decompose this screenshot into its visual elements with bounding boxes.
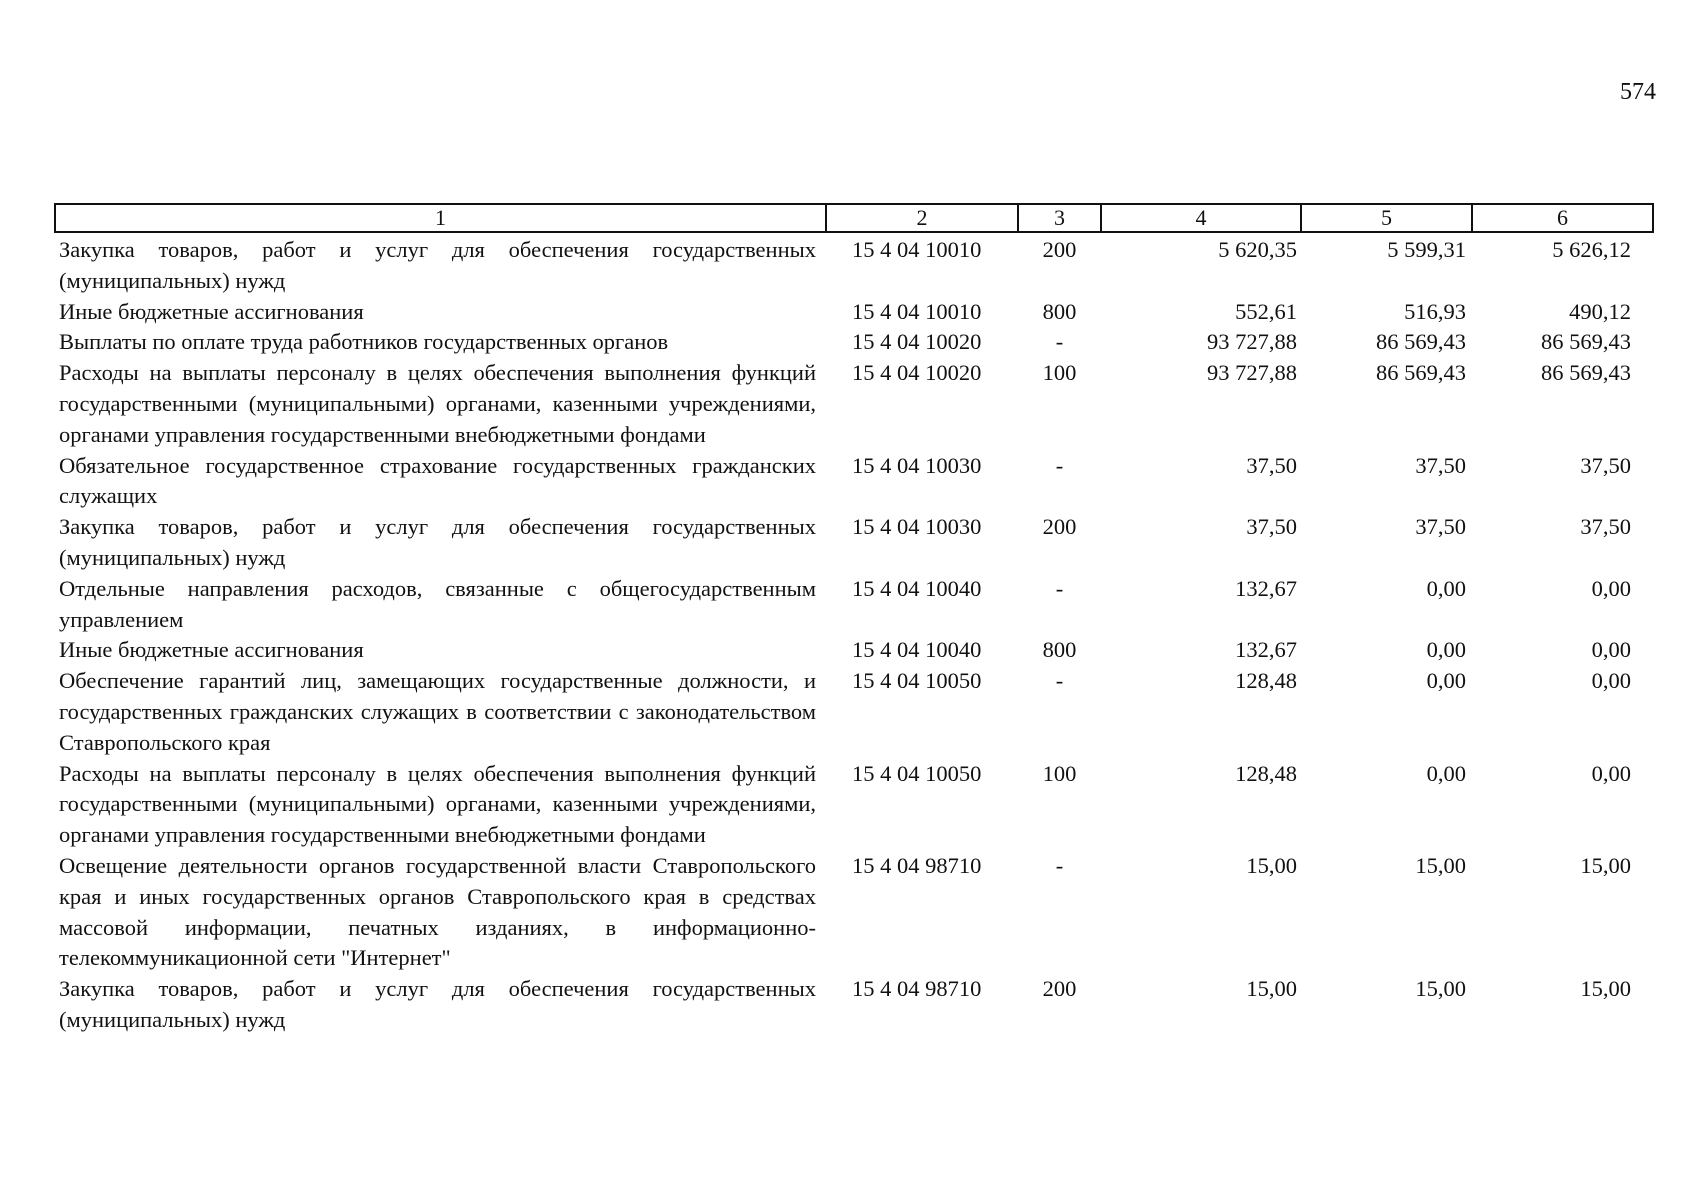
row-value-col6: 15,00 [1580,852,1631,878]
header-col-4: 4 [1101,204,1301,232]
row-value-col6: 490,12 [1569,298,1631,324]
row-value-col6: 86 569,43 [1541,329,1631,355]
row-description: Расходы на выплаты персоналу в целях обеспечения выполнения функций государственными (муниципальными) органами, казенными учреждениями, органами управления государственными внебюджетными фондами [59,360,816,447]
row-value-col6: 37,50 [1580,452,1631,478]
row-expense-type: - [1055,452,1064,478]
budget-table [54,203,1654,1036]
table-row [55,232,1653,297]
row-code: 15 4 04 10040 [852,575,982,601]
row-expense-type: 100 [1042,760,1077,786]
row-expense-type: - [1055,852,1064,878]
row-description: Иные бюджетные ассигнования [59,637,364,663]
row-value-col5: 86 569,43 [1376,360,1466,386]
row-value-col4: 15,00 [1246,852,1297,878]
row-value-col5: 86 569,43 [1376,329,1466,355]
row-expense-type: 200 [1042,237,1077,262]
row-value-col6: 5 626,12 [1552,237,1631,262]
header-col-2: 2 [826,204,1018,232]
row-value-col4: 132,67 [1235,637,1297,663]
table-row [55,851,1653,974]
row-expense-type: 200 [1042,514,1077,540]
row-code: 15 4 04 10020 [852,329,982,355]
row-expense-type: - [1055,668,1064,694]
row-expense-type: 200 [1042,976,1077,1002]
row-value-col5: 5 599,31 [1387,237,1466,262]
row-code: 15 4 04 10020 [852,360,982,386]
table-row [55,451,1653,513]
row-expense-type: - [1055,575,1064,601]
row-value-col6: 0,00 [1591,637,1631,663]
row-description: Закупка товаров, работ и услуг для обеспечения государственных (муниципальных) нужд [59,976,816,1032]
row-description: Отдельные направления расходов, связанные с общегосударственным управлением [59,575,816,632]
row-value-col4: 15,00 [1246,976,1297,1002]
row-value-col4: 37,50 [1246,452,1297,478]
row-description: Закупка товаров, работ и услуг для обеспечения государственных (муниципальных) нужд [59,237,816,293]
row-description: Обеспечение гарантий лиц, замещающих государственные должности, и государственных гражданских служащих в соответствии с законодательством Ставропольского края [59,668,816,755]
row-expense-type: 100 [1042,360,1077,386]
row-value-col5: 516,93 [1404,298,1466,324]
table-row [55,327,1653,358]
header-col-5: 5 [1301,204,1472,232]
row-value-col4: 128,48 [1235,668,1297,694]
row-value-col4: 37,50 [1246,514,1297,540]
row-code: 15 4 04 10030 [852,452,982,478]
row-value-col5: 0,00 [1426,637,1466,663]
table-row [55,635,1653,666]
row-value-col4: 93 727,88 [1207,360,1297,386]
row-description: Расходы на выплаты персоналу в целях обеспечения выполнения функций государственными (муниципальными) органами, казенными учреждениями, органами управления государственными внебюджетными фондами [59,760,816,848]
row-expense-type: - [1055,329,1064,355]
row-value-col5: 0,00 [1426,575,1466,601]
row-value-col6: 0,00 [1591,760,1631,786]
table-row [55,574,1653,636]
row-expense-type: 800 [1042,637,1077,663]
row-value-col6: 0,00 [1591,575,1631,601]
header-col-6: 6 [1472,204,1653,232]
row-value-col5: 37,50 [1415,452,1466,478]
row-value-col4: 5 620,35 [1218,237,1297,262]
page-number: 574 [1620,79,1656,105]
row-code: 15 4 04 10030 [852,514,982,540]
table-row [55,759,1653,851]
row-code: 15 4 04 98710 [852,976,982,1002]
row-description: Закупка товаров, работ и услуг для обеспечения государственных (муниципальных) нужд [59,514,816,570]
row-code: 15 4 04 10010 [852,298,982,324]
table-row [55,297,1653,328]
row-value-col4: 552,61 [1235,298,1297,324]
row-description: Освещение деятельности органов государственной власти Ставропольского края и иных государственных органов Ставропольского края в средствах массовой информации, печатных изданиях, в информационно-телекоммуникационной сети "Интернет" [59,852,816,971]
row-value-col4: 132,67 [1235,575,1297,601]
header-row [55,204,1653,232]
row-expense-type: 800 [1042,298,1077,324]
row-code: 15 4 04 10050 [852,760,982,786]
row-code: 15 4 04 98710 [852,852,982,878]
row-description: Выплаты по оплате труда работников государственных органов [59,329,669,355]
row-description: Иные бюджетные ассигнования [59,298,364,324]
row-value-col5: 15,00 [1415,976,1466,1002]
table-row [55,666,1653,758]
table-row [55,974,1653,1036]
table-row [55,358,1653,450]
row-code: 15 4 04 10010 [852,237,982,262]
row-code: 15 4 04 10040 [852,637,982,663]
header-col-1: 1 [55,204,826,232]
row-value-col6: 15,00 [1580,976,1631,1002]
row-value-col6: 0,00 [1591,668,1631,694]
header-col-3: 3 [1018,204,1101,232]
row-value-col6: 86 569,43 [1541,360,1631,386]
row-code: 15 4 04 10050 [852,668,982,694]
row-value-col4: 93 727,88 [1207,329,1297,355]
table-row [55,512,1653,574]
row-value-col6: 37,50 [1580,514,1631,540]
row-value-col5: 0,00 [1426,760,1466,786]
row-description: Обязательное государственное страхование государственных гражданских служащих [59,452,816,509]
row-value-col5: 15,00 [1415,852,1466,878]
row-value-col4: 128,48 [1235,760,1297,786]
row-value-col5: 0,00 [1426,668,1466,694]
row-value-col5: 37,50 [1415,514,1466,540]
